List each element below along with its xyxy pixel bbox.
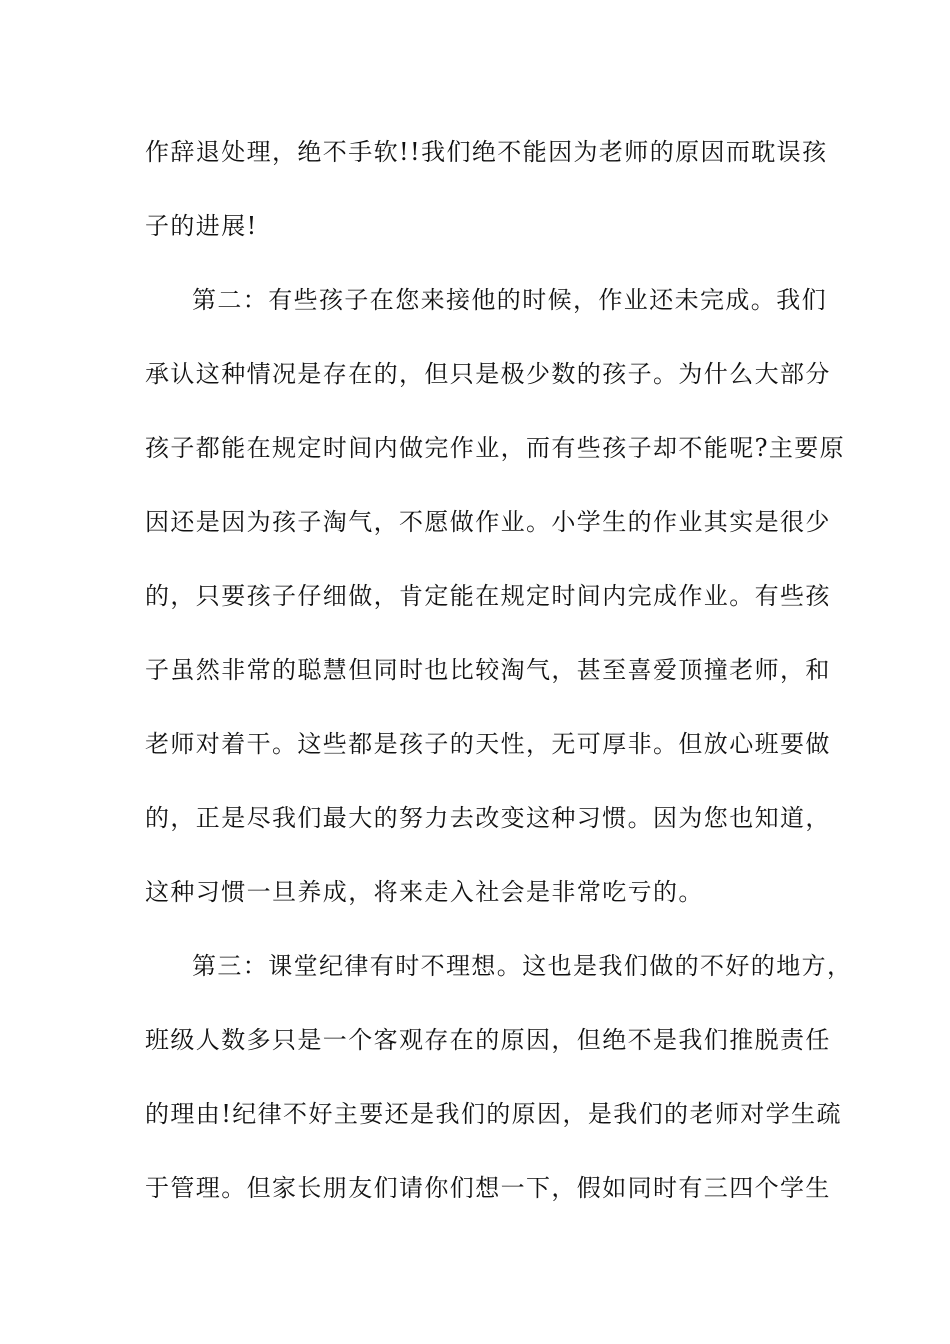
text-line: 这种习惯一旦养成，将来走入社会是非常吃亏的。 <box>145 878 704 906</box>
text-line: 子虽然非常的聪慧但同时也比较淘气，甚至喜爱顶撞老师，和 <box>145 656 831 684</box>
text-line: 承认这种情况是存在的，但只是极少数的孩子。为什么大部分 <box>145 360 831 388</box>
text-line: 孩子都能在规定时间内做完作业，而有些孩子却不能呢?主要原 <box>145 434 846 462</box>
paragraph-start-line: 第二：有些孩子在您来接他的时候，作业还未完成。我们 <box>192 286 827 314</box>
text-line: 的理由!纪律不好主要还是我们的原因，是我们的老师对学生疏 <box>145 1100 842 1128</box>
text-line: 因还是因为孩子淘气，不愿做作业。小学生的作业其实是很少 <box>145 508 831 536</box>
text-line: 于管理。但家长朋友们请你们想一下，假如同时有三四个学生 <box>145 1174 831 1202</box>
text-line: 子的进展! <box>145 212 258 240</box>
paragraph-start-line: 第三：课堂纪律有时不理想。这也是我们做的不好的地方， <box>192 952 853 980</box>
text-line: 班级人数多只是一个客观存在的原因，但绝不是我们推脱责任 <box>145 1026 831 1054</box>
text-line: 的，正是尽我们最大的努力去改变这种习惯。因为您也知道， <box>145 804 831 832</box>
text-line: 作辞退处理，绝不手软!!我们绝不能因为老师的原因而耽误孩 <box>145 138 828 166</box>
text-line: 老师对着干。这些都是孩子的天性，无可厚非。但放心班要做 <box>145 730 831 758</box>
text-line: 的，只要孩子仔细做，肯定能在规定时间内完成作业。有些孩 <box>145 582 831 610</box>
